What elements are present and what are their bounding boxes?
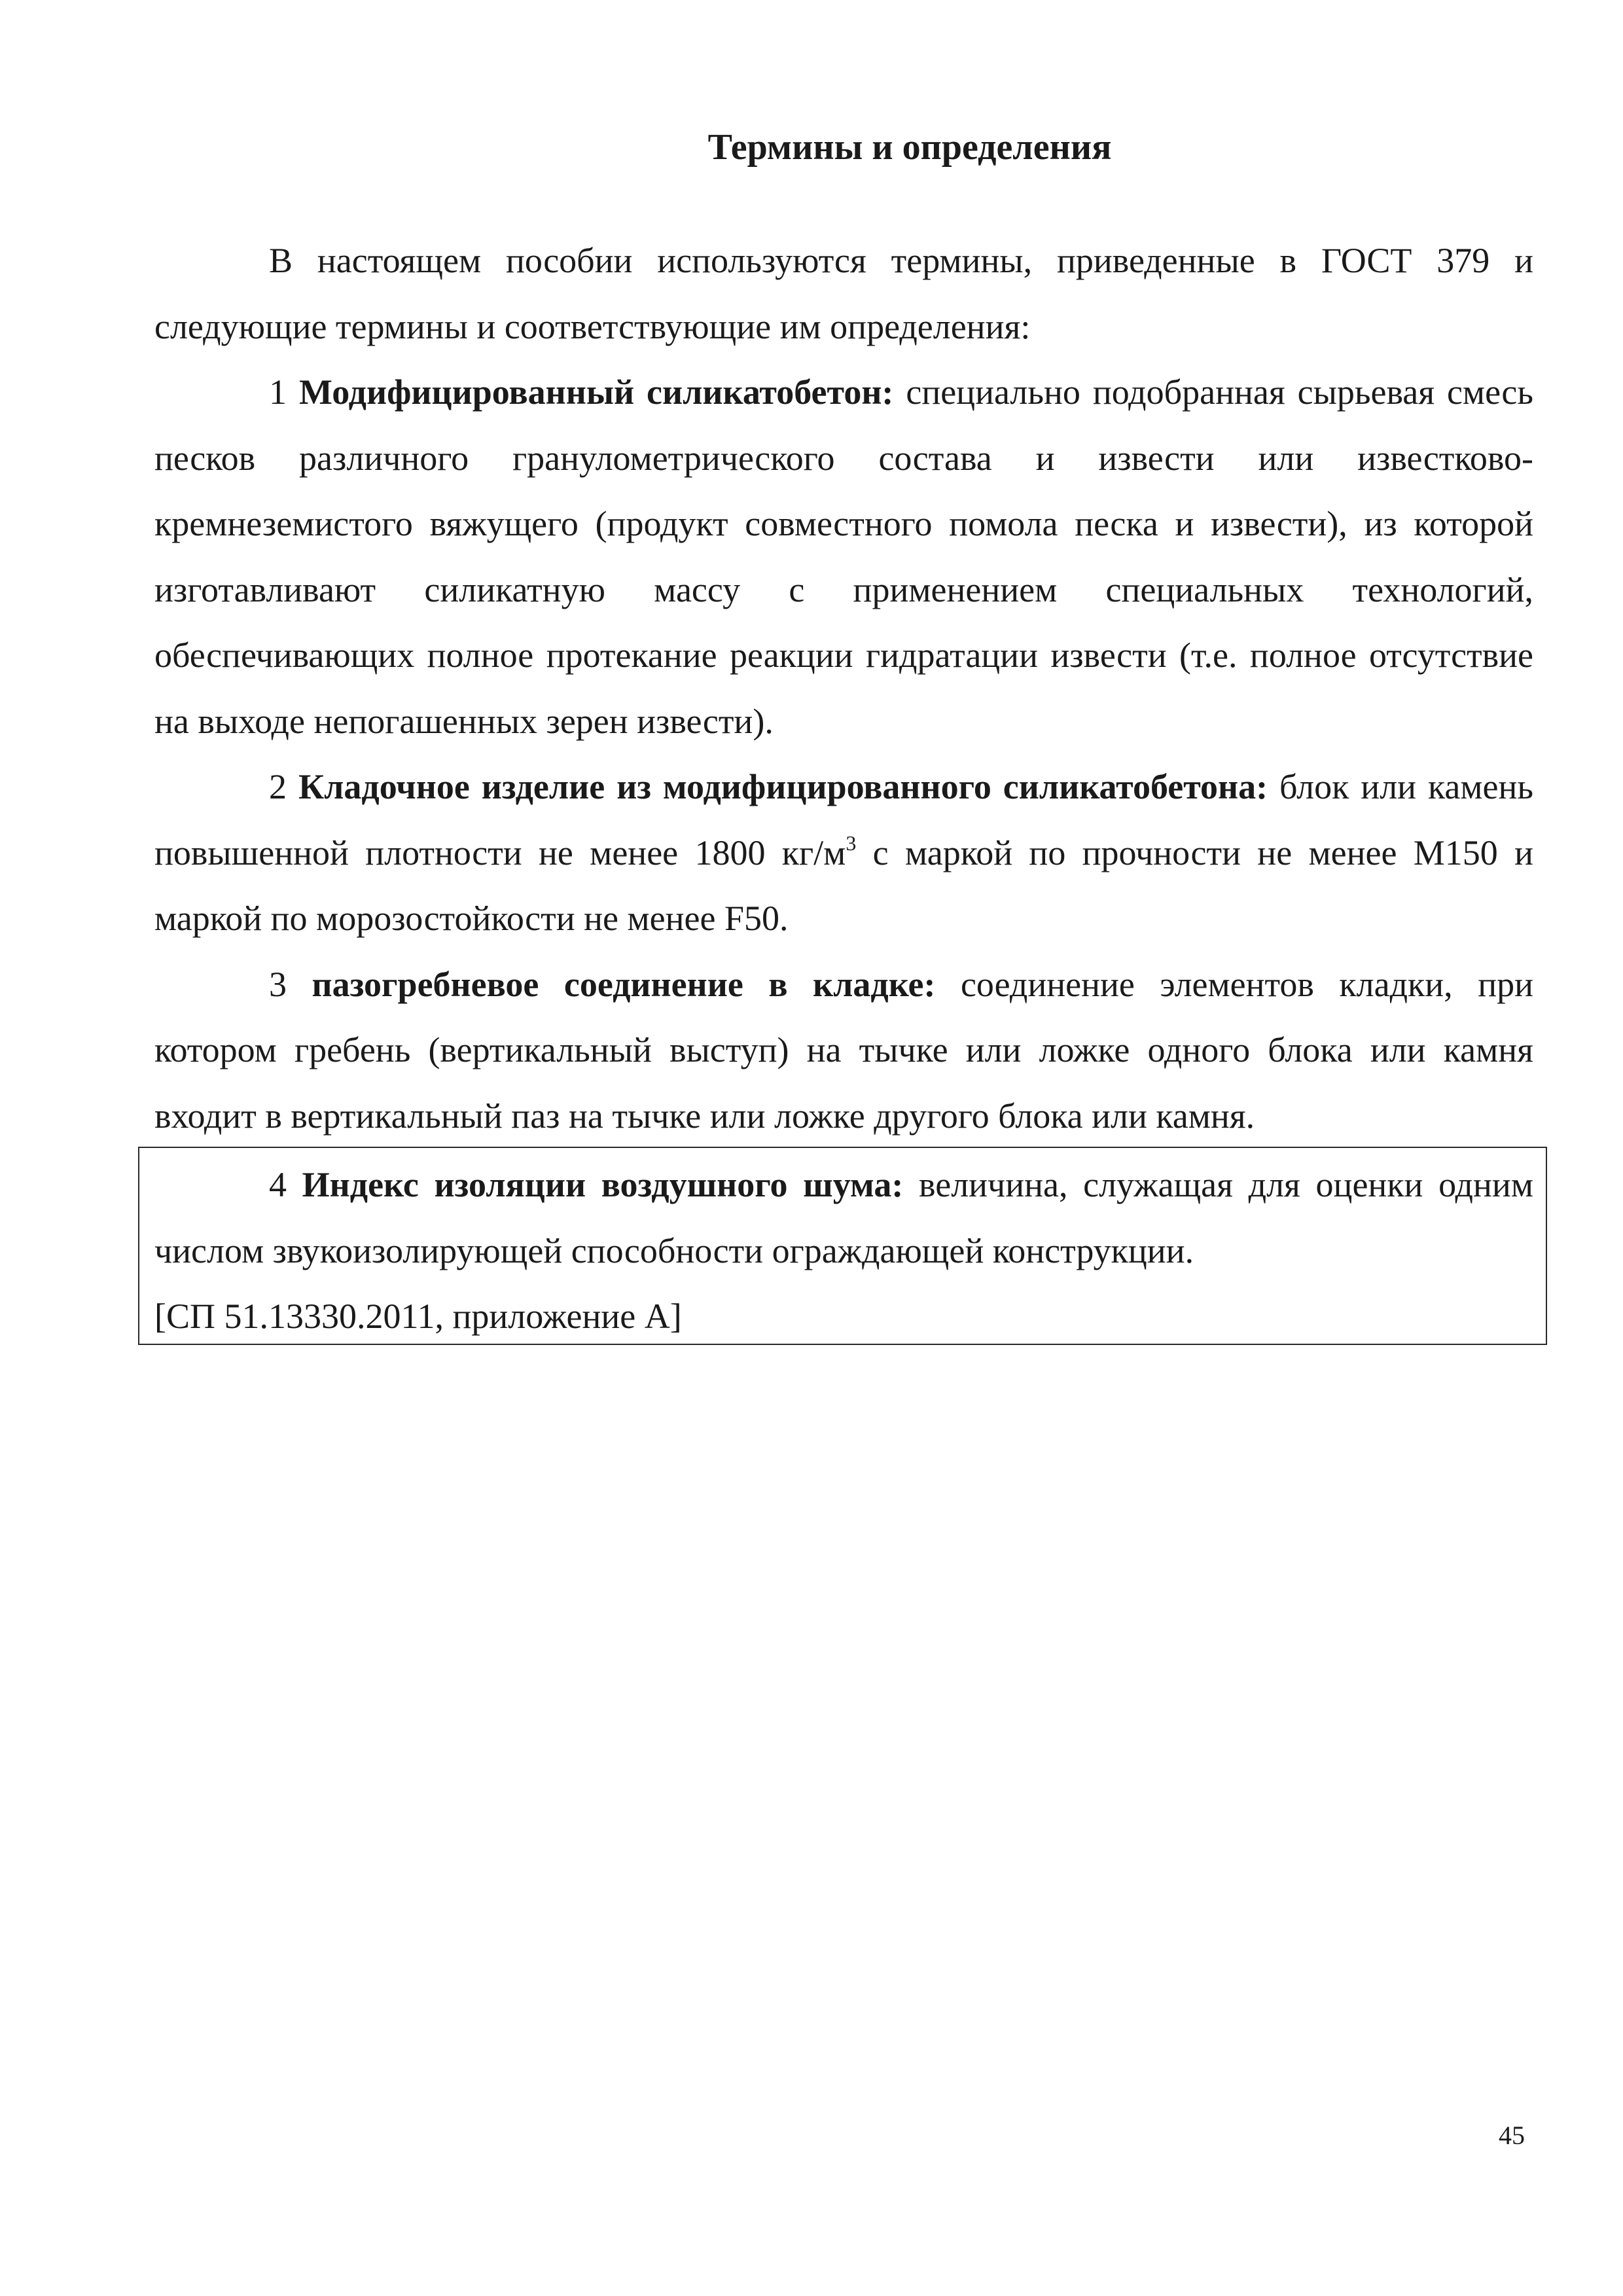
term-1-number: 1 (269, 372, 299, 412)
term-4-reference: [СП 51.13330.2011, приложение А] (154, 1297, 682, 1336)
term-2-paragraph (154, 754, 1533, 952)
term-4-number: 4 (269, 1165, 302, 1204)
page-title: Термины и определения (707, 127, 1112, 168)
term-2-definition: блок или камень повышенной плотности не менее 1800 кг/м (154, 767, 1534, 872)
term-2-name: Кладочное изделие из модифицированного силикатобетона: (298, 767, 1268, 806)
term-4-definition: величина, служащая для оценки одним числом звукоизолирующей способности ограждающей конструкции. (154, 1165, 1533, 1270)
term-2-definition-end: с маркой по прочности не менее М150 и маркой по морозостойкости не менее F50. (154, 833, 1534, 938)
term-3-number: 3 (269, 964, 312, 1004)
term-3-name: пазогребневое соединение в кладке: (312, 964, 936, 1004)
term-4-name: Индекс изоляции воздушного шума: (302, 1165, 904, 1204)
term-1-name: Модифицированный силикатобетон: (298, 372, 894, 412)
term-4-paragraph (154, 1152, 1533, 1283)
term-4-block (154, 1152, 1533, 1350)
term-2-number: 2 (269, 767, 298, 806)
term-2-superscript: 3 (846, 831, 857, 855)
term-3-paragraph (154, 952, 1533, 1149)
intro-paragraph: В настоящем пособии используются термины, приведенные в ГОСТ 379 и следующие термины и соответствующие им определения: (154, 241, 1533, 346)
term-3-definition: соединение элементов кладки, при котором гребень (вертикальный выступ) на тычке или ложке одного блока или камня входит в вертикальный паз на тычке или ложке другого блока или камня. (154, 964, 1533, 1136)
term-1-definition: специально подобранная сырьевая смесь песков различного гранулометрического состава и извести или известково-кремнеземистого вяжущего (продукт совместного помола песка и извести), из которой изготавливают силикатную массу с применением специальных технологий, обеспечивающих полное протекание реакции гидратации извести (т.е. полное отсутствие на выходе непогашенных зерен извести). (154, 372, 1534, 741)
term-1-paragraph (154, 359, 1533, 754)
page-number: 45 (1499, 2121, 1525, 2150)
document-body (154, 228, 1533, 1149)
